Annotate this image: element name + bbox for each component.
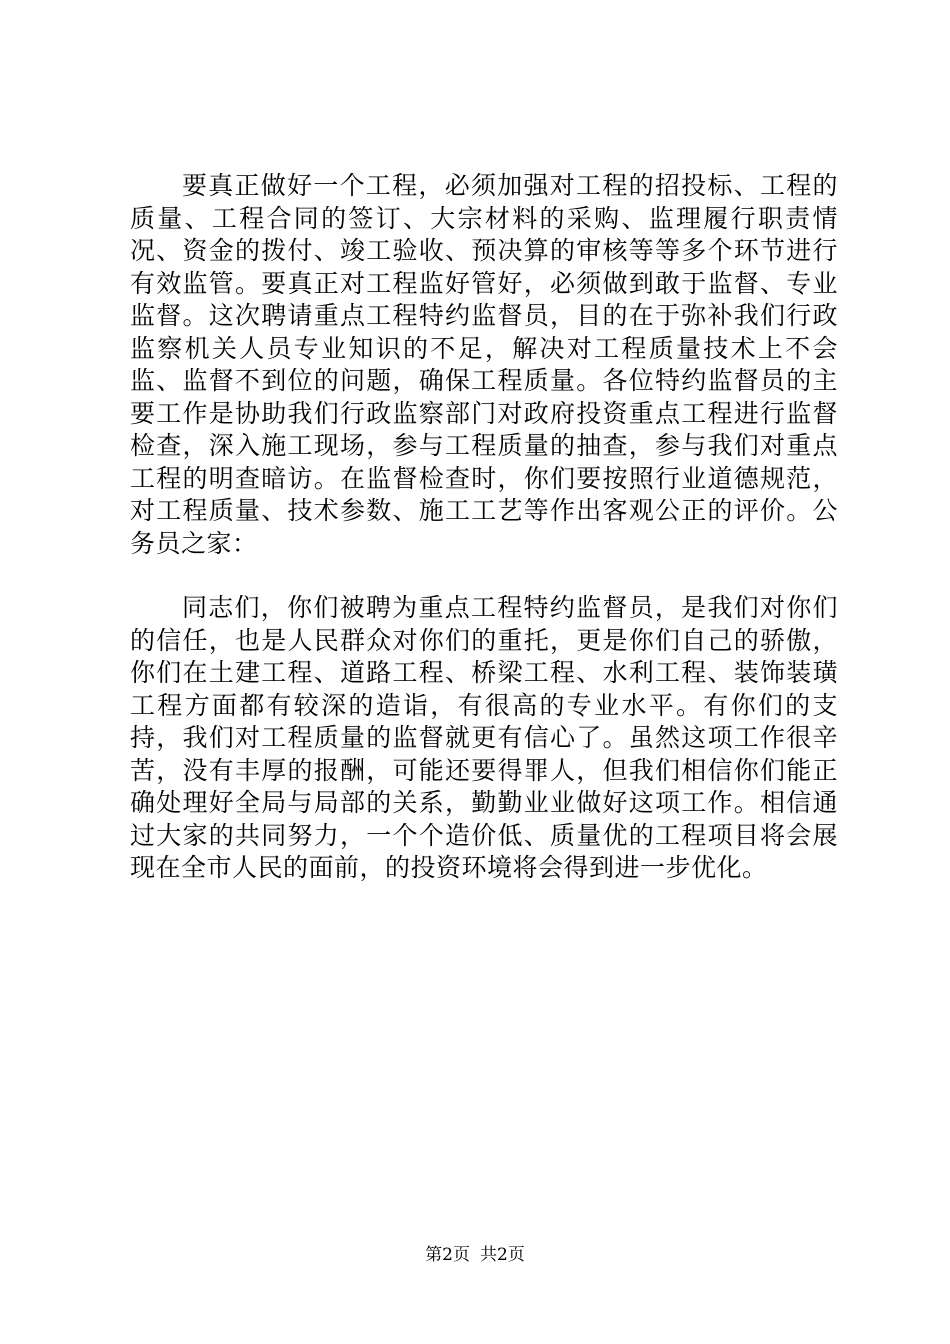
page-total: 共2页 (480, 1245, 525, 1265)
page-footer (0, 1244, 950, 1266)
page-number: 第2页 (425, 1245, 470, 1265)
document-body (130, 170, 838, 885)
paragraph-2: 同志们，你们被聘为重点工程特约监督员，是我们对你们的信任，也是人民群众对你们的重托，更是你们自己的骄傲，你们在土建工程、道路工程、桥梁工程、水利工程、装饰装璜工程方面都有较深的造诣，有很高的专业水平。有你们的支持，我们对工程质量的监督就更有信心了。虽然这项工作很辛苦，没有丰厚的报酬，可能还要得罪人，但我们相信你们能正确处理好全局与局部的关系，勤勤业业做好这项工作。相信通过大家的共同努力，一个个造价低、质量优的工程项目将会展现在全市人民的面前，的投资环境将会得到进一步优化。 (130, 593, 838, 882)
paragraph-1: 要真正做好一个工程，必须加强对工程的招投标、工程的质量、工程合同的签订、大宗材料的采购、监理履行职责情况、资金的拨付、竣工验收、预决算的审核等等多个环节进行有效监管。要真正对工程监好管好，必须做到敢于监督、专业监督。这次聘请重点工程特约监督员，目的在于弥补我们行政监察机关人员专业知识的不足，解决对工程质量技术上不会监、监督不到位的问题，确保工程质量。各位特约监督员的主要工作是协助我们行政监察部门对政府投资重点工程进行监督检查，深入施工现场，参与工程质量的抽查，参与我们对重点工程的明查暗访。在监督检查时，你们要按照行业道德规范，对工程质量、技术参数、施工工艺等作出客观公正的评价。公务员之家： (130, 171, 838, 558)
